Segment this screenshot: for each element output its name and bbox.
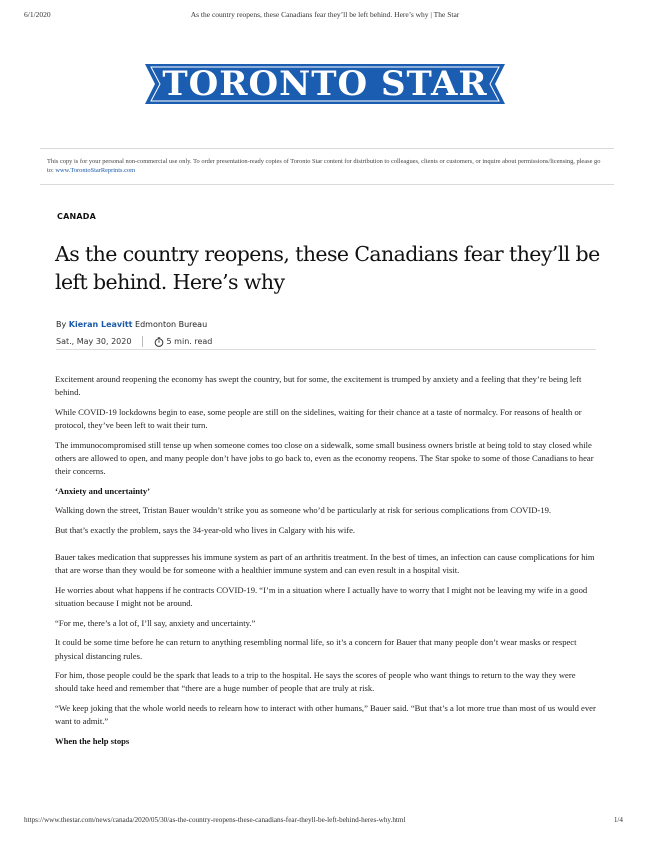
print-date: 6/1/2020	[24, 10, 51, 19]
print-url: https://www.thestar.com/news/canada/2020/05/30/as-the-country-reopens-these-canadians-fear-theyll-be-left-behind-heres-why.html	[24, 816, 406, 824]
divider	[56, 349, 596, 350]
article-meta	[56, 336, 212, 347]
paragraph: But that’s exactly the problem, says the 34-year-old who lives in Calgary with his wife.	[55, 524, 356, 535]
paragraph: Excitement around reopening the economy has swept the country, but for some, the excitement is trumped by anxiety and a feeling that they’re being left behind.	[55, 374, 582, 398]
publish-date: Sat., May 30, 2020	[56, 337, 132, 346]
print-page-title: As the country reopens, these Canadians fear they’ll be left behind. Here’s why | The Star	[190, 10, 460, 19]
paragraph: “For me, there’s a lot of, I’ll say, anxiety and uncertainty.”	[55, 617, 256, 628]
divider	[40, 148, 614, 149]
paragraph: The immunocompromised still tense up when someone comes too close on a sidewalk, some small business owners bristle at being told to stay closed while others are allowed to open, and many people don’t have jobs to go back to, even as the economy reopens. The Star spoke to some of those Canadians to hear their concerns.	[55, 439, 594, 477]
subheading: ‘Anxiety and uncertainty’	[55, 485, 151, 496]
copyright-notice-text: This copy is for your personal non-commercial use only. To order presentation-ready copies of Toronto Star content for distribution to colleagues, clients or customers, or inquire about permissions/licensing, please go to:	[47, 158, 601, 174]
stopwatch-icon	[154, 337, 164, 347]
logo-wordmark: TORONTO STAR	[162, 64, 488, 104]
divider	[40, 184, 614, 185]
paragraph: He worries about what happens if he contracts COVID-19. “I’m in a situation where I actually have to worry that I might not be leaving my wife in a good situation because I might not be around.	[55, 584, 588, 609]
paragraph: Walking down the street, Tristan Bauer wouldn’t strike you as someone who’d be particularly at risk for serious complications from COVID-19.	[55, 505, 552, 516]
copyright-notice	[47, 157, 607, 175]
paragraph: It could be some time before he can return to anything resembling normal life, so it’s a concern for Bauer that many people don’t wear masks or respect physical distancing rules.	[55, 637, 577, 661]
section-label[interactable]: CANADA	[57, 212, 96, 221]
subheading: When the help stops	[55, 735, 130, 746]
byline	[56, 320, 207, 329]
reprints-link[interactable]: www.TorontoStarReprints.com	[55, 167, 136, 174]
paragraph: “We keep joking that the whole world needs to relearn how to interact with other humans,” Bauer said. “But that’s a lot more true than most of us would ever want to admit.”	[55, 702, 596, 727]
print-header	[0, 10, 650, 22]
toronto-star-logo[interactable]	[0, 62, 650, 106]
paragraph: While COVID-19 lockdowns begin to ease, some people are still on the sidelines, waiting for their chance at a taste of normalcy. For reasons of health or protocol, they’ve been left to wait their turn.	[55, 406, 582, 431]
page-number: 1/4	[613, 816, 623, 824]
article-body	[55, 373, 600, 754]
print-footer	[0, 816, 650, 828]
paragraph: Bauer takes medication that suppresses his immune system as part of an arthritis treatment. In the best of times, an infection can cause complications for him that are worse than they would be for someone with a healthier immune system and can even result in a hospital visit.	[55, 552, 595, 576]
byline-prefix: By	[56, 320, 67, 329]
article-headline: As the country reopens, these Canadians fear they’ll be left behind. Here’s why	[55, 242, 600, 294]
paragraph: For him, those people could be the spark that leads to a trip to the hospital. He says the scores of people who want things to return to the way they were should take heed and remember that “there are a huge number of people that are truly at risk.	[55, 669, 576, 694]
author-link[interactable]: Kieran Leavitt	[68, 320, 133, 329]
meta-separator	[142, 336, 143, 347]
read-time: 5 min. read	[166, 337, 213, 346]
bureau-label: Edmonton Bureau	[135, 320, 208, 329]
